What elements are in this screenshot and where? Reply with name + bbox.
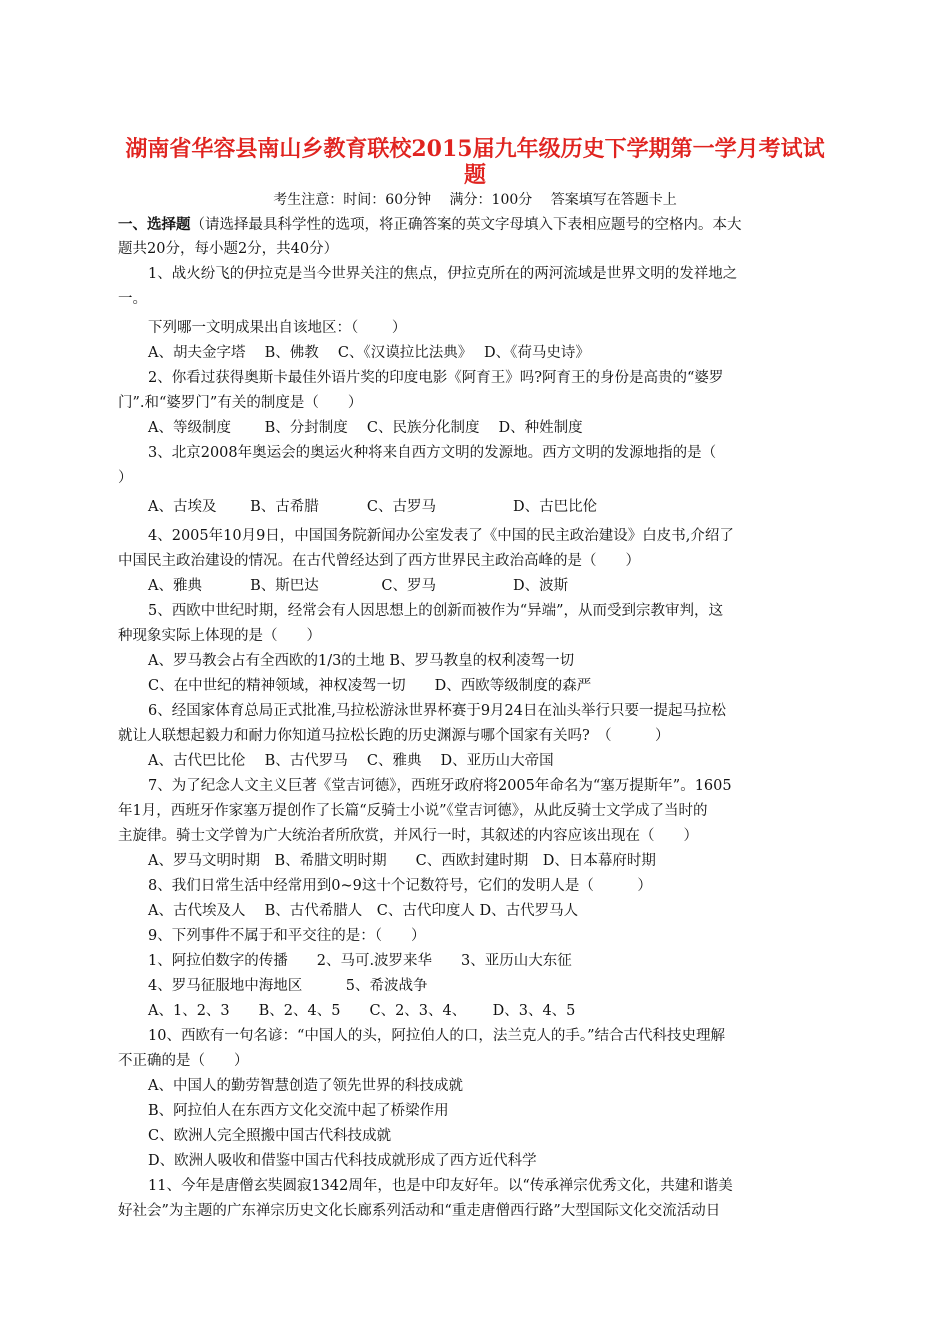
q10-option-d: D、欧洲人吸收和借鉴中国古代科技成就形成了西方近代科学 <box>148 1153 537 1169</box>
question-section <box>118 212 838 1224</box>
q10-option-a: A、中国人的勤劳智慧创造了领先世界的科技成就 <box>148 1078 463 1094</box>
exam-notice: 考生注意：时间：60分钟 满分：100分 答案填写在答题卡上 <box>273 192 677 208</box>
q5-stem-1: 5、西欧中世纪时期，经常会有人因思想上的创新而被作为“异端”，从而受到宗教审判，这 <box>148 603 724 619</box>
q11-stem-1: 11、今年是唐僧玄奘圆寂1342周年，也是中印友好年。以“传承禅宗优秀文化，共建和谐美 <box>148 1178 733 1194</box>
q2-stem-2: 门”.和“婆罗门”有关的制度是（ ） <box>118 395 363 411</box>
q6-options: A、古代巴比伦 B、古代罗马 C、雅典 D、亚历山大帝国 <box>148 753 554 769</box>
q7-stem-3: 主旋律。骑士文学曾为广大统治者所欣赏，并风行一时，其叙述的内容应该出现在（ ） <box>118 828 698 844</box>
q7-options: A、罗马文明时期 B、希腊文明时期 C、西欧封建时期 D、日本幕府时期 <box>148 853 656 869</box>
q1-options: A、胡夫金字塔 B、佛教 C、《汉谟拉比法典》 D、《荷马史诗》 <box>148 345 590 361</box>
q10-stem-2: 不正确的是（ ） <box>118 1053 249 1069</box>
q4-stem-1: 4、2005年10月9日，中国国务院新闻办公室发表了《中国的民主政治建设》白皮书,介绍了 <box>148 528 734 544</box>
q11-stem-2: 好社会”为主题的广东禅宗历史文化长廊系列活动和“重走唐僧西行路”大型国际文化交流活动日 <box>118 1203 721 1219</box>
q4-stem-2: 中国民主政治建设的情况。在古代曾经达到了西方世界民主政治高峰的是（ ） <box>118 553 640 569</box>
q8-options: A、古代埃及人 B、古代希腊人 C、古代印度人 D、古代罗马人 <box>148 903 579 919</box>
q5-stem-2: 种现象实际上体现的是（ ） <box>118 628 321 644</box>
q9-options: A、1、2、3 B、2、4、5 C、2、3、4、 D、3、4、5 <box>148 1003 576 1019</box>
q2-stem-1: 2、你看过获得奥斯卡最佳外语片奖的印度电影《阿育王》吗?阿育王的身份是高贵的“婆罗 <box>148 370 724 386</box>
q3-options: A、古埃及 B、古希腊 C、古罗马 D、古巴比伦 <box>148 499 598 515</box>
exam-title-line-2: 题 <box>463 162 486 188</box>
q10-stem-1: 10、西欧有一句名谚：“中国人的头，阿拉伯人的口，法兰克人的手。”结合古代科技史理解 <box>148 1028 726 1044</box>
q6-stem-1: 6、经国家体育总局正式批准,马拉松游泳世界杯赛于9月24日在汕头举行只要一提起马拉松 <box>148 703 727 719</box>
q9-stem: 9、下列事件不属于和平交往的是：（ ） <box>148 928 426 944</box>
q1-stem-2: 一。 <box>118 291 147 307</box>
q9-items-1: 1、阿拉伯数字的传播 2、马可.波罗来华 3、亚历山大东征 <box>148 953 572 969</box>
q10-option-b: B、阿拉伯人在东西方文化交流中起了桥梁作用 <box>148 1103 449 1119</box>
q7-stem-2: 年1月，西班牙作家塞万提创作了长篇“反骑士小说”《堂吉诃德》，从此反骑士文学成了当时的 <box>118 803 708 819</box>
q2-options: A、等级制度 B、分封制度 C、民族分化制度 D、种姓制度 <box>148 420 583 436</box>
q3-stem-2: ） <box>118 470 133 486</box>
section-intro-line-2: 题共20分，每小题2分，共40分） <box>118 241 339 257</box>
q4-options: A、雅典 B、斯巴达 C、罗马 D、波斯 <box>148 578 569 594</box>
q10-option-c: C、欧洲人完全照搬中国古代科技成就 <box>148 1128 392 1144</box>
exam-title-line-1: 湖南省华容县南山乡教育联校2015届九年级历史下学期第一学月考试试 <box>125 136 825 162</box>
q6-stem-2: 就让人联想起毅力和耐力你知道马拉松长跑的历史渊源与哪个国家有关吗? （ ） <box>118 728 670 744</box>
q1-stem-1: 1、战火纷飞的伊拉克是当今世界关注的焦点，伊拉克所在的两河流域是世界文明的发祥地之 <box>148 266 738 282</box>
q8-stem: 8、我们日常生活中经常用到0~9这十个记数符号，它们的发明人是（ ） <box>148 878 652 894</box>
q5-option-cd: C、在中世纪的精神领域，神权凌驾一切 D、西欧等级制度的森严 <box>148 678 592 694</box>
q9-items-2: 4、罗马征服地中海地区 5、希波战争 <box>148 978 428 994</box>
q1-stem-3: 下列哪一文明成果出自该地区：（ ） <box>148 320 407 336</box>
section-intro-text: （请选择最具科学性的选项，将正确答案的英文字母填入下表相应题号的空格内。本大 <box>190 217 742 233</box>
q7-stem-1: 7、为了纪念人文主义巨著《堂吉诃德》，西班牙政府将2005年命名为“塞万提斯年”。1605 <box>148 778 732 794</box>
q5-option-ab: A、罗马教会占有全西欧的1/3的土地 B、罗马教皇的权利凌驾一切 <box>148 653 575 669</box>
section-intro-line-1 <box>118 212 838 237</box>
section-heading: 一、选择题 <box>118 216 191 233</box>
q3-stem-1: 3、北京2008年奥运会的奥运火种将来自西方文明的发源地。西方文明的发源地指的是（ <box>148 445 717 461</box>
